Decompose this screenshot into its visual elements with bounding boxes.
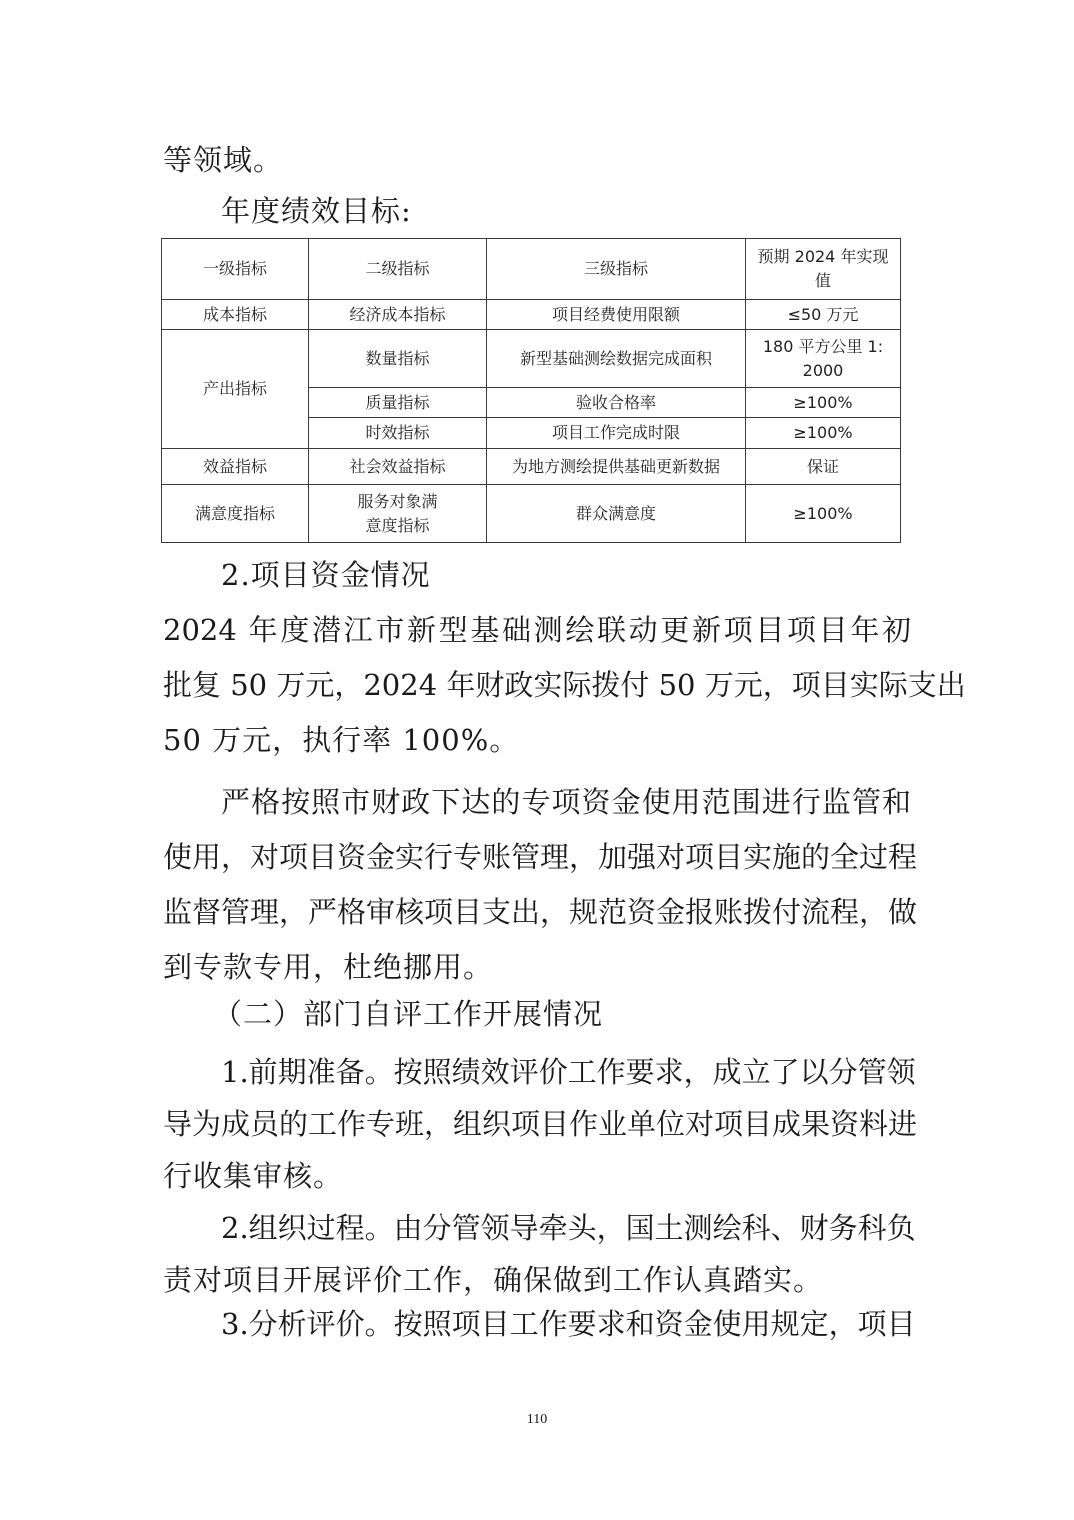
value-line: 180 平方公里 1:: [762, 336, 884, 356]
section-heading: （二）部门自评工作开展情况: [213, 997, 604, 1031]
paragraph-line: 到专款专用，杜绝挪用。: [163, 950, 494, 984]
paragraph-line: 等领域。: [163, 143, 284, 177]
table-cell: [746, 330, 901, 388]
table-row: [162, 300, 901, 330]
paragraph-line: 50 万元，执行率 100%。: [163, 723, 520, 757]
table-cell: 效益指标: [162, 449, 309, 485]
table-cell: [309, 485, 487, 543]
cell-line: 意度指标: [365, 515, 430, 535]
table-cell: ≥100%: [746, 485, 901, 543]
table-header-cell: 三级指标: [487, 239, 746, 300]
table-cell: ≥100%: [746, 418, 901, 449]
table-cell: 为地方测绘提供基础更新数据: [487, 449, 746, 485]
table-header-row: [162, 239, 901, 300]
table-cell: 群众满意度: [487, 485, 746, 543]
table-cell: 项目经费使用限额: [487, 300, 746, 330]
header-line: 值: [814, 271, 831, 290]
paragraph-line: 责对项目开展评价工作，确保做到工作认真踏实。: [163, 1263, 824, 1297]
table-cell: 质量指标: [309, 388, 487, 418]
paragraph-line: 批复 50 万元，2024 年财政实际拨付 50 万元，项目实际支出: [163, 668, 966, 702]
section-label: 年度绩效目标:: [221, 194, 412, 228]
table-cell: 社会效益指标: [309, 449, 487, 485]
table-cell: 经济成本指标: [309, 300, 487, 330]
table-row: [162, 330, 901, 388]
table-cell: 成本指标: [162, 300, 309, 330]
page-number: 110: [526, 1412, 548, 1427]
value-line: 2000: [802, 360, 844, 380]
section-heading: 2.项目资金情况: [221, 558, 431, 592]
header-line: 预期 2024 年实现: [757, 247, 889, 266]
paragraph-line: 3.分析评价。按照项目工作要求和资金使用规定，项目: [221, 1307, 916, 1341]
table-header-cell: [746, 239, 901, 300]
paragraph-line: 2024 年度潜江市新型基础测绘联动更新项目项目年初: [163, 613, 911, 647]
table-cell: 新型基础测绘数据完成面积: [487, 330, 746, 388]
cell-line: 服务对象满: [357, 491, 438, 511]
paragraph-line: 行收集审核。: [163, 1159, 344, 1193]
paragraph-line: 1.前期准备。按照绩效评价工作要求，成立了以分管领: [221, 1055, 916, 1089]
performance-target-table: [161, 238, 901, 543]
paragraph-line: 使用，对项目资金实行专账管理，加强对项目实施的全过程: [163, 840, 918, 874]
table-cell: 满意度指标: [162, 485, 309, 543]
table-header-cell: 二级指标: [309, 239, 487, 300]
paragraph-line: 监督管理，严格审核项目支出，规范资金报账拨付流程，做: [163, 895, 918, 929]
table-row: [162, 449, 901, 485]
table-cell: 时效指标: [309, 418, 487, 449]
table-cell: 项目工作完成时限: [487, 418, 746, 449]
paragraph-line: 严格按照市财政下达的专项资金使用范围进行监管和: [221, 785, 911, 819]
table-row: [162, 485, 901, 543]
paragraph-line: 2.组织过程。由分管领导牵头，国土测绘科、财务科负: [221, 1211, 916, 1245]
table-cell: 保证: [746, 449, 901, 485]
table-header-cell: 一级指标: [162, 239, 309, 300]
table-cell: 数量指标: [309, 330, 487, 388]
table-cell: ≤50 万元: [746, 300, 901, 330]
table-cell: 产出指标: [162, 330, 309, 449]
paragraph-line: 导为成员的工作专班，组织项目作业单位对项目成果资料进: [163, 1107, 918, 1141]
table-cell: 验收合格率: [487, 388, 746, 418]
table-cell: ≥100%: [746, 388, 901, 418]
